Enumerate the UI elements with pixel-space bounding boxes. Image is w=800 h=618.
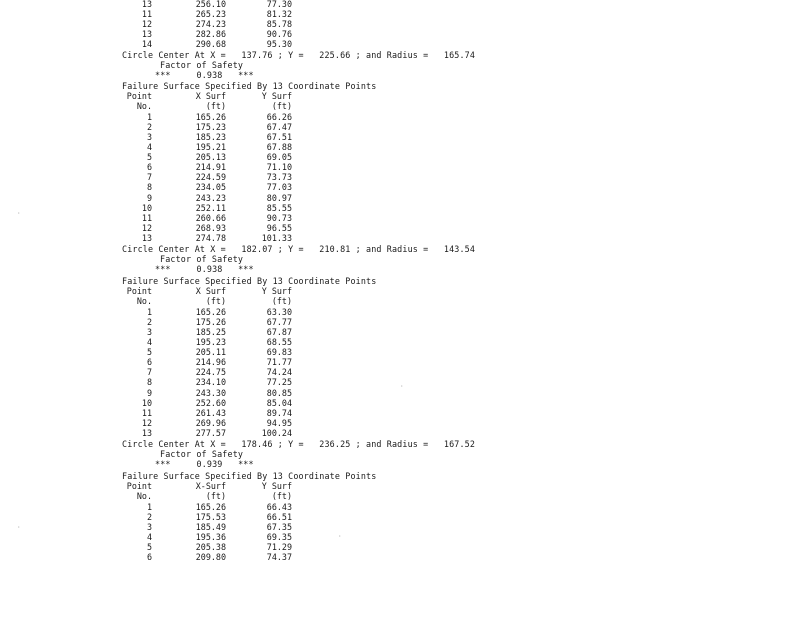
failure-surface-title: Failure Surface Specified By 13 Coordinate Points xyxy=(122,471,377,481)
scan-speck: · xyxy=(17,210,21,217)
factor-of-safety-label: Factor of Safety xyxy=(160,449,244,459)
scan-speck: · xyxy=(338,533,342,540)
factor-of-safety-label: Factor of Safety xyxy=(160,254,244,264)
failure-surface-title: Failure Surface Specified By 13 Coordinate Points xyxy=(122,276,377,286)
factor-of-safety-label: Factor of Safety xyxy=(160,60,244,70)
factor-of-safety-value: *** 0.938 *** xyxy=(155,264,254,274)
circle-center-line: Circle Center At X = 137.76 ; Y = 225.66 ; and Radius = 165.74 xyxy=(122,50,476,60)
factor-of-safety-value: *** 0.939 *** xyxy=(155,459,254,469)
document-page: 13 256.10 77.30 11 265.23 81.32 12 274.23 85.78 13 282.86 90.76 14 290.68 95.30 Circle Center At X = 137.76 ; Y = 225.66 ; and Radius = 165.74 Factor of Safety *** 0.938 *** Failure Surface Specified By 13 Coordinate Points Point X Surf Y Surf No. (ft) (ft) 1 165.26 66.26 2 175.23 67.47 3 185.23 67.51 4 195.21 67.88 5 205.13 69.05 6 214.91 71.10 7 224.59 73.73 8 234.05 77.03 9 243.23 80.97 10 252.11 85.55 11 260.66 90.73 12 268.93 96.55 13 274.78 101.33 Circle Center At X = 182.07 ; Y = 210.81 ; and Radius = 143.54 Factor of Safety *** 0.938 *** Failure Surface Specified By 13 Coordinate Points Point X Surf Y Surf No. (ft) (ft) 1 165.26 63.30 2 175.26 67.77 3 185.25 67.87 4 195.23 68.55 5 205.11 69.83 6 214.96 71.77 7 224.75 74.24 8 234.10 77.25 9 243.30 80.85 10 252.60 85.04 11 261.43 89.74 12 269.96 94.95 13 277.57 100.24 Circle Center At X = 178.46 ; Y = 236.25 ; and Radius = 167.52 Factor of Safety *** 0.939 *** Failure Surface Specified By 13 Coordinate Points Point X-Surf Y Surf No. (ft) (ft) 1 165.26 66.43 2 175.53 66.51 3 185.49 67.35 4 195.36 69.35 5 205.38 71.29 6 209.80 74.37 · · · · xyxy=(17,0,476,562)
scan-speck: · xyxy=(400,383,404,390)
scan-speck: · xyxy=(17,524,21,531)
circle-center-line: Circle Center At X = 182.07 ; Y = 210.81 ; and Radius = 143.54 xyxy=(122,244,476,254)
factor-of-safety-value: *** 0.938 *** xyxy=(155,70,254,80)
failure-surface-title: Failure Surface Specified By 13 Coordinate Points xyxy=(122,81,377,91)
circle-center-line: Circle Center At X = 178.46 ; Y = 236.25 ; and Radius = 167.52 xyxy=(122,439,476,449)
